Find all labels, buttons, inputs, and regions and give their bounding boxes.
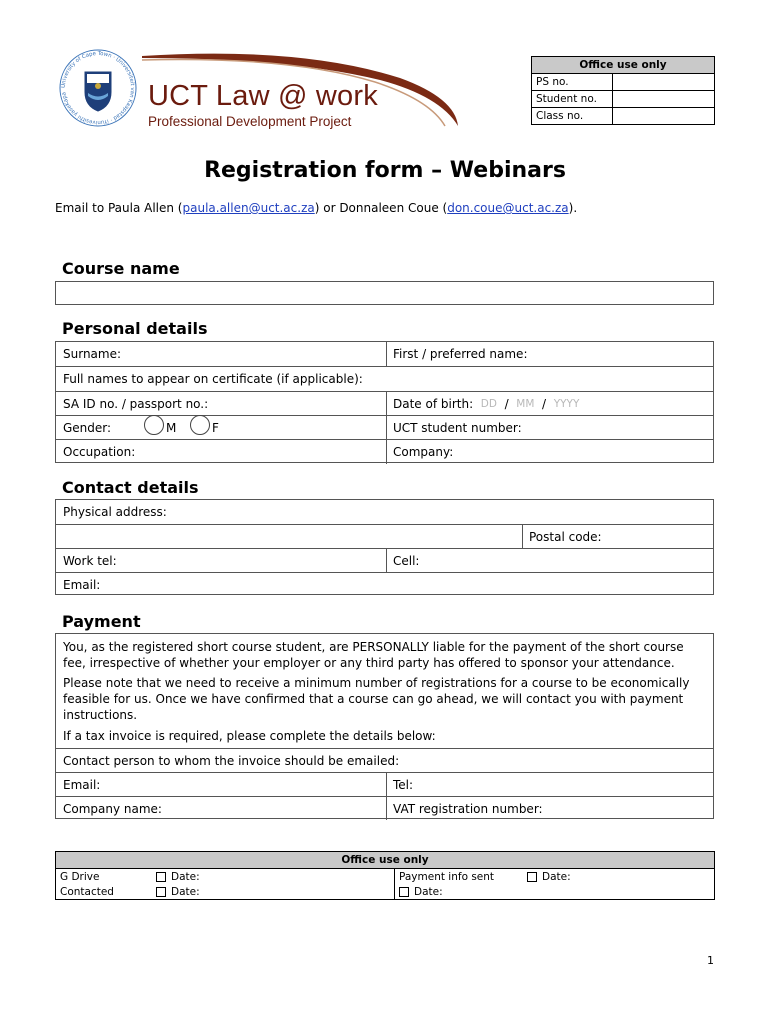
- gender-f-radio[interactable]: [190, 415, 210, 435]
- gender-m-option[interactable]: M: [144, 416, 204, 439]
- svg-text:University of Cape Town · Univ: University of Cape Town · Universiteit van Kaapstad · iYunivesithi yaseKapa: [60, 50, 136, 126]
- contact-email-field[interactable]: Email:: [63, 577, 101, 592]
- student-no-label: Student no.: [532, 91, 613, 108]
- invoice-company-field[interactable]: Company name:: [63, 801, 162, 816]
- certificate-names-field[interactable]: Full names to appear on certificate (if applicable):: [63, 372, 363, 386]
- email-link-donnaleen[interactable]: don.coue@uct.ac.za: [447, 201, 569, 215]
- invoice-email-field[interactable]: Email:: [63, 777, 101, 792]
- class-no-label: Class no.: [532, 108, 613, 125]
- tax-invoice-text: If a tax invoice is required, please complete the details below:: [63, 729, 436, 743]
- work-tel-field[interactable]: Work tel:: [63, 553, 117, 568]
- class-no-field[interactable]: [613, 108, 715, 125]
- gender-f-option[interactable]: F: [190, 416, 250, 439]
- id-passport-field[interactable]: SA ID no. / passport no.:: [63, 396, 209, 411]
- brand-title: UCT Law @ work: [148, 80, 378, 112]
- ps-no-field[interactable]: [613, 74, 715, 91]
- email-link-paula[interactable]: paula.allen@uct.ac.za: [182, 201, 315, 215]
- section-personal-details: Personal details: [62, 319, 208, 338]
- payment-minimum-text: Please note that we need to receive a minimum number of registrations for a course to be economically feasible for us. Once we have confirmed that a course can go ahead, we will contact you with payment instructions.: [63, 676, 690, 722]
- physical-address-field[interactable]: Physical address:: [63, 505, 167, 519]
- brand-subtitle: Professional Development Project: [148, 114, 352, 129]
- course-name-field[interactable]: [55, 281, 714, 305]
- invoice-tel-field[interactable]: Tel:: [393, 777, 414, 792]
- contact-details-box: [55, 499, 714, 595]
- g-drive-label: G Drive: [56, 869, 153, 885]
- email-instructions: Email to Paula Allen (paula.allen@uct.ac.za) or Donnaleen Coue (don.coue@uct.ac.za).: [55, 201, 578, 215]
- date-of-birth-field[interactable]: Date of birth: DD / MM / YYYY: [393, 396, 580, 411]
- personal-details-box: [55, 341, 714, 463]
- contacted-date[interactable]: Date:: [152, 884, 395, 900]
- page-number: 1: [707, 954, 714, 967]
- occupation-field[interactable]: Occupation:: [63, 445, 136, 459]
- checkbox-icon[interactable]: [527, 872, 537, 882]
- checkbox-icon[interactable]: [156, 872, 166, 882]
- payment-info-label: Payment info sent: [395, 869, 524, 885]
- contacted-label: Contacted: [56, 884, 153, 900]
- page-title: Registration form – Webinars: [204, 158, 566, 183]
- payment-info-date[interactable]: Date:: [523, 869, 715, 885]
- section-payment: Payment: [62, 612, 141, 631]
- uct-student-number-field[interactable]: UCT student number:: [393, 420, 522, 435]
- payment-box: [55, 633, 714, 819]
- address-line-2-field[interactable]: [56, 525, 522, 548]
- checkbox-icon[interactable]: [156, 887, 166, 897]
- office-use-table: [531, 56, 715, 125]
- cell-field[interactable]: Cell:: [393, 553, 420, 568]
- office-use-title: Office use only: [532, 57, 715, 74]
- empty-cell: [523, 884, 715, 900]
- gender-label: Gender:: [63, 420, 112, 435]
- first-name-field[interactable]: First / preferred name:: [393, 347, 528, 361]
- second-date[interactable]: Date:: [395, 884, 524, 900]
- surname-field[interactable]: Surname:: [63, 347, 122, 361]
- office-use-bottom-title: Office use only: [56, 852, 715, 869]
- payment-liability-text: You, as the registered short course student, are PERSONALLY liable for the payment of the short course fee, irrespective of whether your employer or any third party has offered to sponsor your attendance.: [63, 640, 684, 670]
- company-field[interactable]: Company:: [393, 445, 454, 459]
- student-no-field[interactable]: [613, 91, 715, 108]
- invoice-contact-person-field[interactable]: Contact person to whom the invoice should be emailed:: [63, 753, 400, 768]
- ps-no-label: PS no.: [532, 74, 613, 91]
- checkbox-icon[interactable]: [399, 887, 409, 897]
- section-contact-details: Contact details: [62, 478, 199, 497]
- postal-code-field[interactable]: Postal code:: [529, 529, 602, 544]
- vat-number-field[interactable]: VAT registration number:: [393, 801, 543, 816]
- section-course-name: Course name: [62, 259, 180, 278]
- gender-m-radio[interactable]: [144, 415, 164, 435]
- office-use-bottom-table: [55, 851, 715, 900]
- uct-seal-logo: [58, 48, 138, 128]
- g-drive-date[interactable]: Date:: [152, 869, 395, 885]
